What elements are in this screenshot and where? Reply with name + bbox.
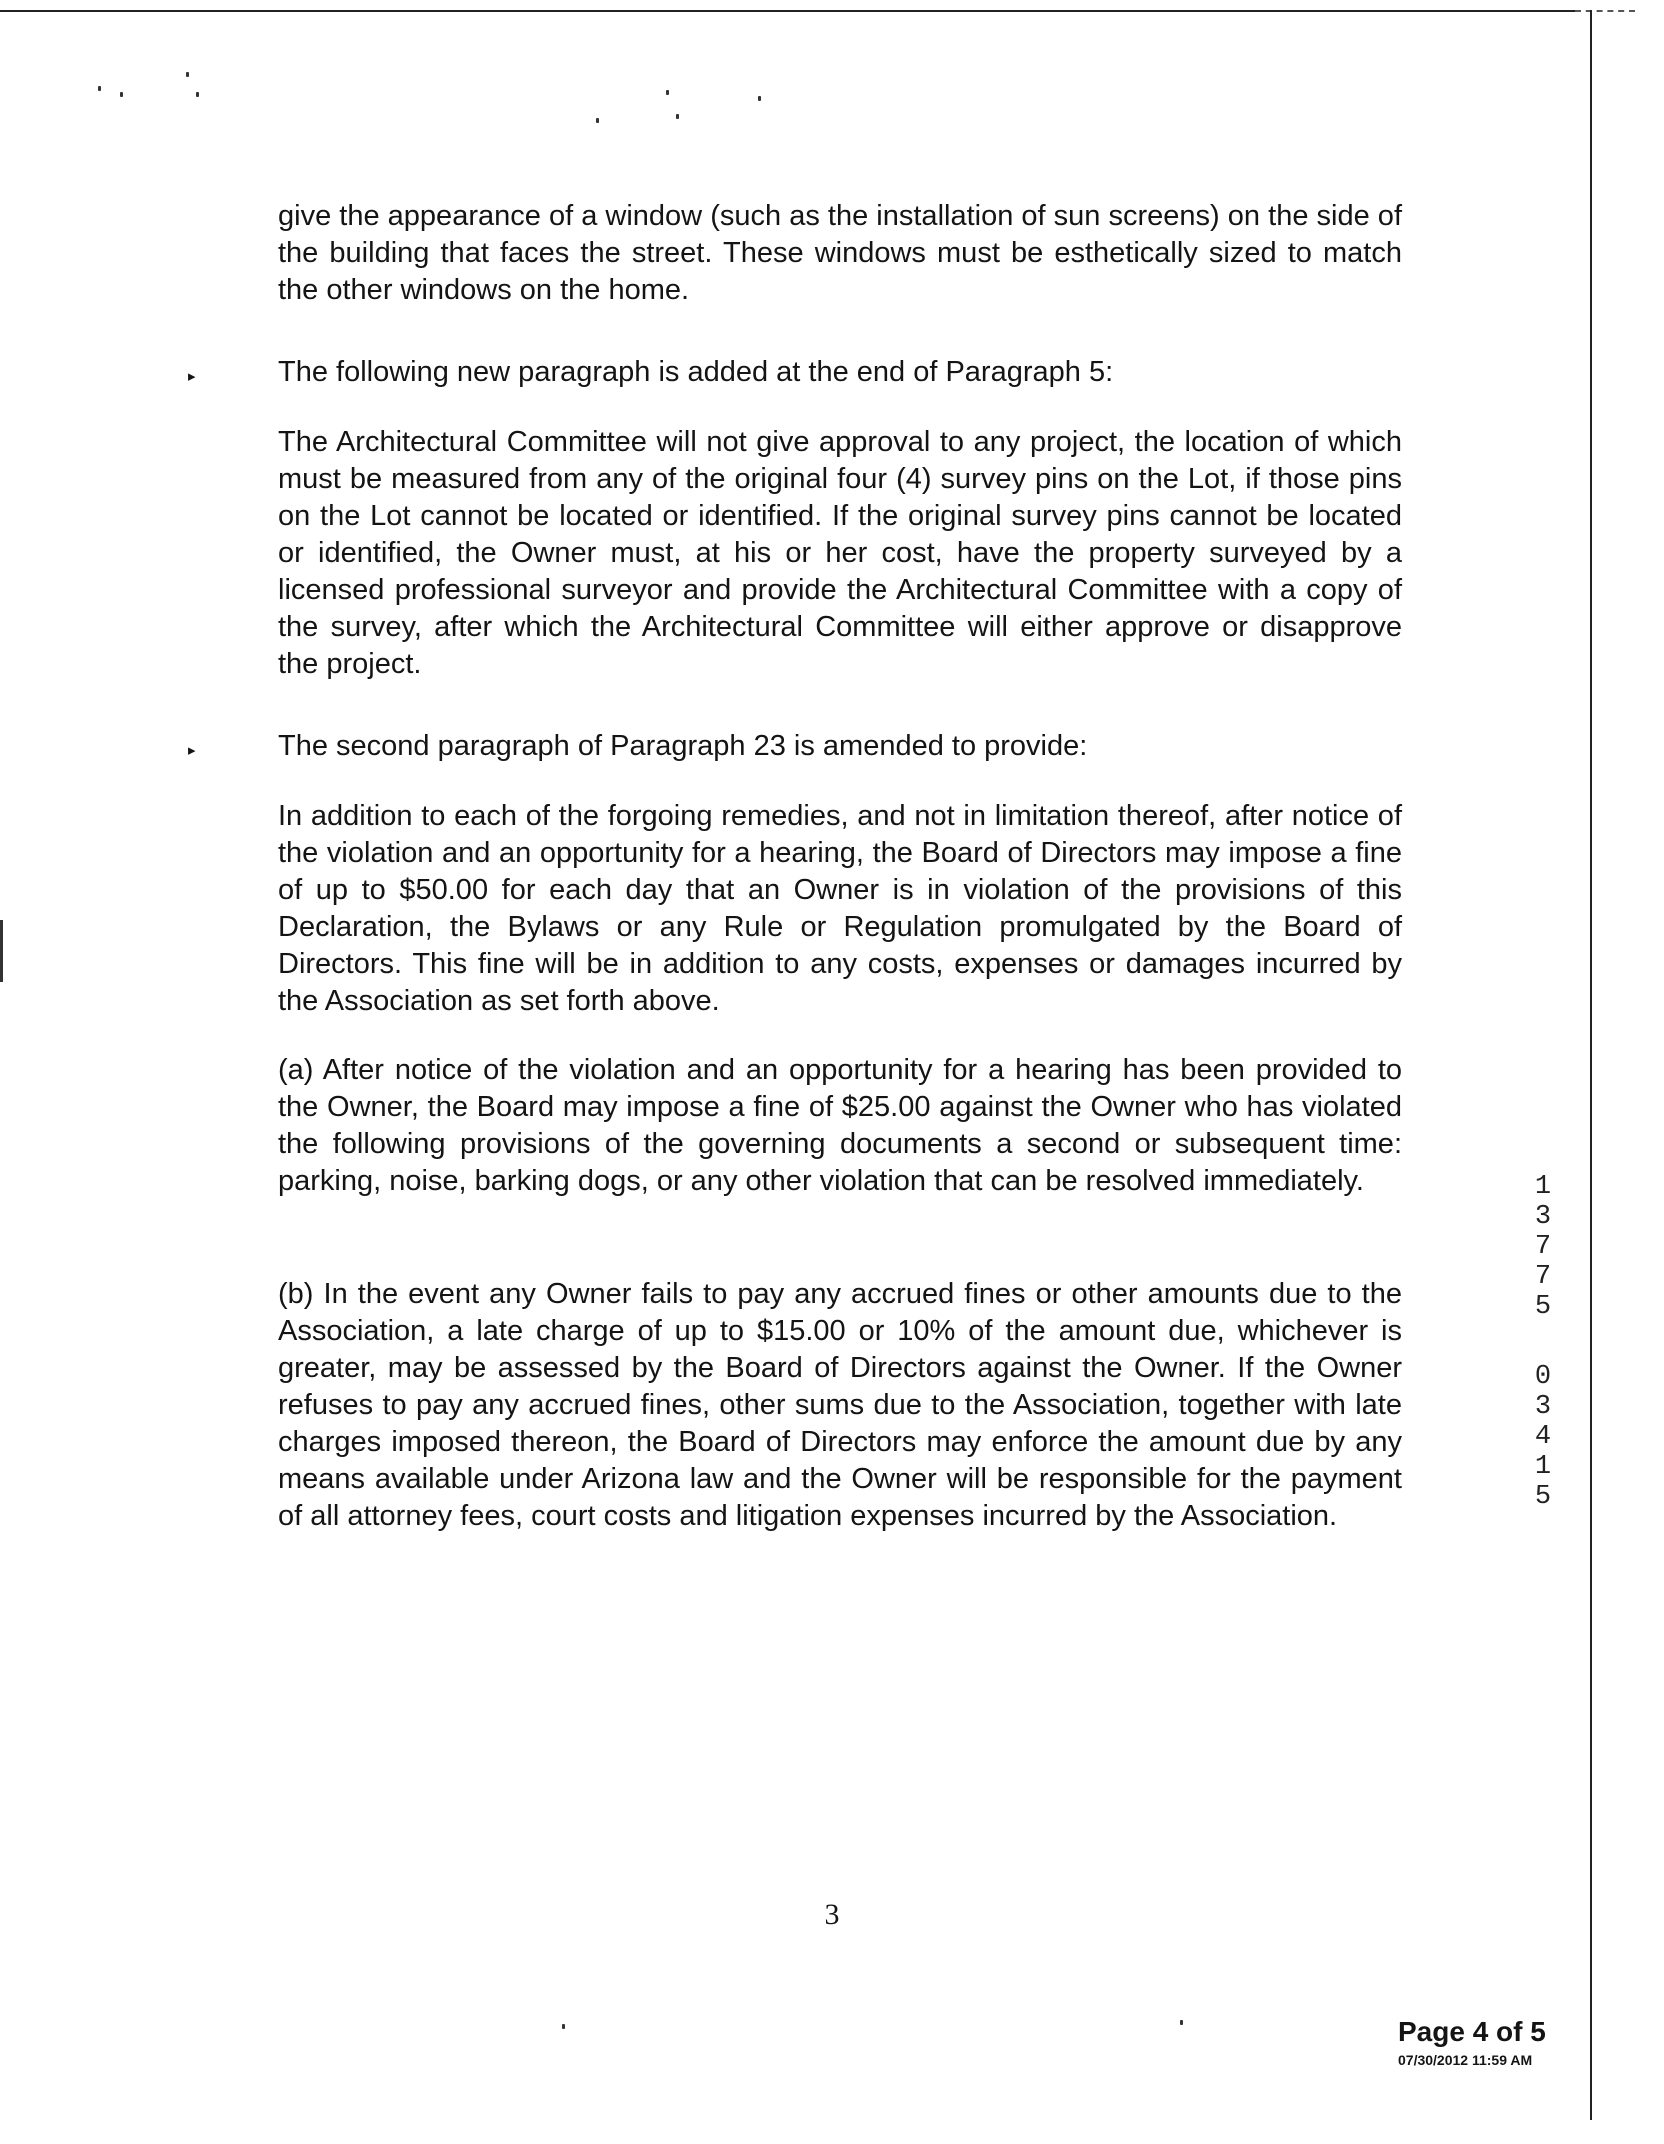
scan-speck [562, 2024, 565, 2029]
page-number: 3 [824, 1898, 840, 1931]
top-border-line [0, 10, 1575, 12]
scan-speck [120, 92, 123, 97]
architectural-committee-paragraph: The Architectural Committee will not give approval to any project, the location of which must be measured from any of the original four (4) survey pins on the Lot, if those pins on the Lot cannot be located or identified. If the original survey pins cannot be located or identified, the Owner must, at his or her cost, have the property surveyed by a licensed professional surveyor and provide the Architectural Committee with a copy of the survey, after which the Architectural Committee will either approve or disapprove the project. [278, 426, 1402, 680]
footer-timestamp: 07/30/2012 11:59 AM [1398, 2052, 1533, 2068]
recording-digit: 1 [1534, 1452, 1552, 1482]
recording-digit: 1 [1534, 1172, 1552, 1202]
bullet-arrow-icon: ▸ [188, 368, 196, 385]
recording-digit: 3 [1534, 1202, 1552, 1232]
footer-page-label: Page 4 of 5 [1398, 2016, 1546, 2047]
remedies-paragraph: In addition to each of the forgoing remedies, and not in limitation thereof, after notice of the violation and an opportunity for a hearing, the Board of Directors may impose a fine of up to $50.00 for each day that an Owner is in violation of the provisions of this Declaration, the Bylaws or any Rule or Regulation promulgated by the Board of Directors. This fine will be in addition to any costs, expenses or damages incurred by the Association as set forth above. [278, 800, 1402, 1017]
scan-speck [196, 92, 199, 97]
scan-speck [1180, 2020, 1183, 2025]
scan-speck [98, 86, 101, 91]
scan-edge-mark [0, 920, 3, 982]
scan-speck [758, 96, 761, 101]
recording-digit: 4 [1534, 1422, 1552, 1452]
recording-number-vertical [1530, 1172, 1556, 1512]
scan-speck [676, 114, 679, 119]
subparagraph-b: (b) In the event any Owner fails to pay any accrued fines or other amounts due to the Association, a late charge of up to $15.00 or 10% of the amount due, whichever is greater, may be assessed by the Board of Directors against the Owner. If the Owner refuses to pay any accrued fines, other sums due to the Association, together with late charges imposed thereon, the Board of Directors may enforce the amount due by any means available under Arizona law and the Owner will be responsible for the payment of all attorney fees, court costs and litigation expenses incurred by the Association. [278, 1278, 1402, 1532]
recording-digit: 0 [1534, 1362, 1552, 1392]
top-border-dashes [1575, 10, 1635, 12]
subparagraph-a: (a) After notice of the violation and an opportunity for a hearing has been provided to the Owner, the Board may impose a fine of $25.00 against the Owner who has violated the following provisions of the governing documents a second or subsequent time: parking, noise, barking dogs, or any other violation that can be resolved immediately. [278, 1054, 1402, 1197]
bullet-text: The second paragraph of Paragraph 23 is amended to provide: [278, 730, 1088, 762]
recording-digit: 5 [1534, 1292, 1552, 1322]
recording-digit: 7 [1534, 1232, 1552, 1262]
intro-paragraph: give the appearance of a window (such as the installation of sun screens) on the side of the building that faces the street. These windows must be esthetically sized to match the other windows on the home. [278, 200, 1402, 306]
right-border-line [1590, 10, 1592, 2120]
scan-speck [666, 90, 669, 95]
recording-digit: 3 [1534, 1392, 1552, 1422]
recording-digit: 5 [1534, 1482, 1552, 1512]
bullet-text: The following new paragraph is added at the end of Paragraph 5: [278, 356, 1114, 388]
scan-speck [596, 118, 599, 123]
recording-digit: 7 [1534, 1262, 1552, 1292]
scan-speck [186, 72, 189, 77]
bullet-arrow-icon: ▸ [188, 742, 196, 759]
